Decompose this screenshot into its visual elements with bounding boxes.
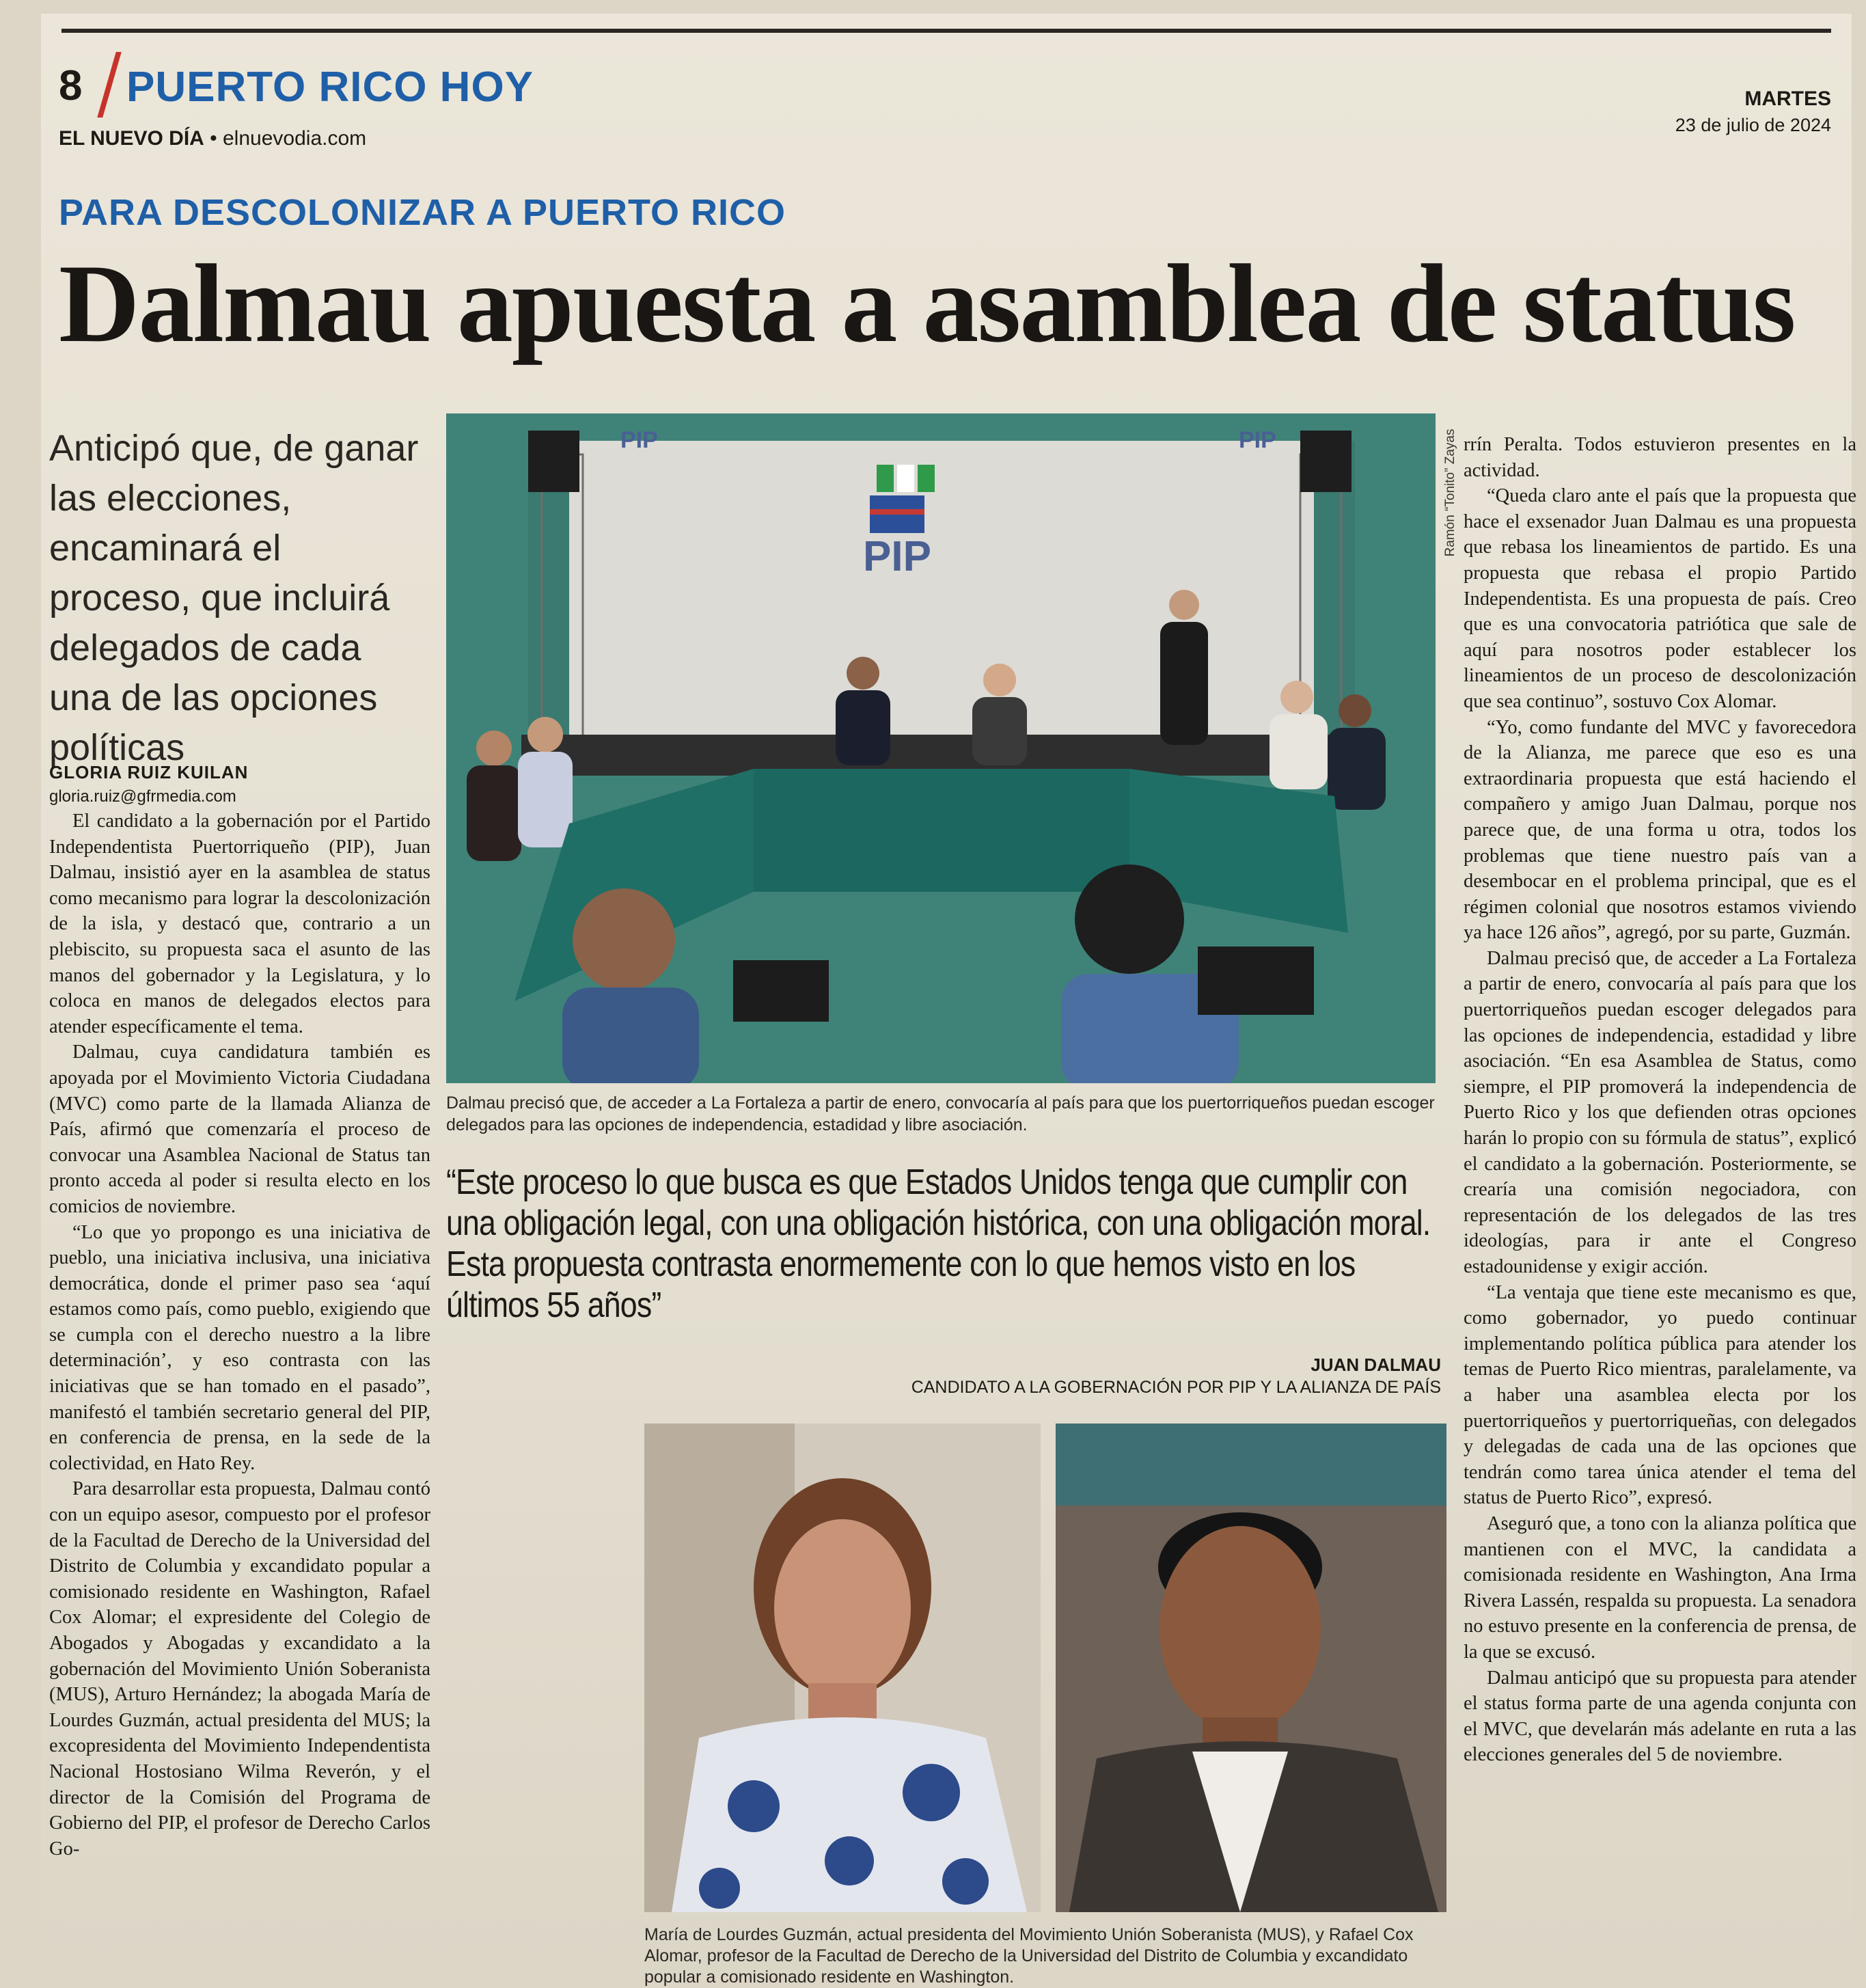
portraits-caption: María de Lourdes Guzmán, actual presidenta del Movimiento Unión Soberanista (MUS), y Rafael Cox Alomar, profesor de la Facultad de Derecho de la Universidad del Distrito de Columbia y excandidato popular a comisionado residente en Washington. [644,1925,1414,1987]
author-email: gloria.ruiz@gfrmedia.com [49,787,236,806]
author-name: GLORIA RUIZ KUILAN [49,762,249,782]
article-summary: Anticipó que, de ganar las elecciones, encaminará el proceso, que incluirá delegados de cada una de las opciones políticas [49,428,419,768]
article-column-3 [1464,432,1856,1768]
bullet-separator: • [210,127,223,150]
paragraph: El candidato a la gobernación por el Partido Independentista Puertorriqueño (PIP), Juan Dalmau, insistió ayer en la asamblea de status como mecanismo para lograr la descolonización de la isla, y destacó que, contrario a un plebiscito, su propuesta saca el asunto de las manos del gobernador y la Legislatura, y lo coloca en manos de delegados electos para atender específicamente el tema. [49,811,430,1037]
article-column-1 [49,808,430,1862]
paragraph: Dalmau anticipó que su propuesta para atender el status forma parte de una agenda conjunta con el MVC, que develarán más adelante en ruta a las elecciones generales del 5 de noviembre. [1464,1667,1856,1766]
newspaper-page [41,14,1856,1987]
weekday: MARTES [1744,87,1831,110]
photo-credit-text: Ramón “Tonito” Zayas [1443,428,1457,557]
dateline [1675,87,1831,136]
page-number: 8 [59,62,83,109]
paper-name: EL NUEVO DÍA [59,127,204,150]
press-conference-photo [446,413,1436,1083]
top-rule [61,29,1831,33]
cox-alomar-portrait-illustration [1056,1424,1446,1912]
paragraph: rrín Peralta. Todos estuvieron presentes en la actividad. [1464,434,1856,481]
section-title: PUERTO RICO HOY [126,64,534,111]
guzman-portrait-photo [644,1424,1041,1912]
byline [49,762,445,806]
date: 23 de julio de 2024 [1675,115,1831,135]
section-slash [97,52,122,118]
article-headline: Dalmau apuesta a asamblea de status [59,242,1795,366]
paragraph: “Yo, como fundante del MVC y favorecedora de la Alianza, me parece que eso es una extraordinaria propuesta que está haciendo el compañero y amigo Juan Dalmau, porque nos parece que, de una forma u otra, todos los problemas que tiene nuestro país van a desembocar en el problema principal, que es el régimen colonial que nosotros estamos viviendo ya hace 126 años”, agregó, por su parte, Guzmán. [1464,716,1856,944]
press-conference-illustration [446,413,1436,1083]
cox-alomar-portrait-photo [1056,1424,1446,1912]
paragraph: “Lo que yo propongo es una iniciativa de pueblo, una iniciativa inclusiva, una iniciativa democrática, donde el primer paso sea ‘aquí estamos como país, como pueblo, exigiendo que se cumpla con el derecho nuestro a la libre determinación’, y eso contrasta con las iniciativas que se han tomado en el pasado”, manifestó el también secretario general del PIP, en conferencia de prensa, en la sede de la colectividad, en Hato Rey. [49,1221,430,1474]
backdrop-logo-small-left: PIP [620,427,658,453]
guzman-portrait-illustration [644,1424,1041,1912]
backdrop-logo-small-right: PIP [1239,427,1276,453]
backdrop-logo: PIP [863,533,931,580]
quote-attribution-name: JUAN DALMAU [1311,1354,1441,1375]
article-kicker: PARA DESCOLONIZAR A PUERTO RICO [59,192,786,233]
paper-url: elnuevodia.com [223,127,367,150]
paper-masthead [59,127,366,150]
photo-credit [1440,413,1461,577]
paragraph: “Queda claro ante el país que la propuesta que hace el exsenador Juan Dalmau es una propuesta que rebasa los lineamientos de partido. Es una propuesta que rebasa el propio Partido Independentista. Es una propuesta de país. Creo que es una convocatoria patriótica que sale de aquí para nosotros poder establecer los lineamientos de un proceso de descolonización que sea continuo”, sostuvo Cox Alomar. [1464,485,1856,712]
paragraph: Para desarrollar esta propuesta, Dalmau contó con un equipo asesor, compuesto por el profesor de la Facultad de Derecho de la Universidad del Distrito de Columbia y excandidato popular a comisionado residente en Washington, Rafael Cox Alomar; el expresidente del Colegio de Abogados y Abogadas y excandidato a la gobernación del Movimiento Unión Soberanista (MUS), Arturo Hernández; la abogada María de Lourdes Guzmán, actual presidenta del MUS; la excopresidenta del Movimiento Independentista Nacional Hostosiano Wilma Reverón, y el director de la Comisión del Programa de Gobierno del PIP, el profesor de Derecho Carlos Go- [49,1478,430,1860]
main-photo-caption: Dalmau precisó que, de acceder a La Fortaleza a partir de enero, convocaría al país para que los puertorriqueños puedan escoger delegados para las opciones de independencia, estadidad y libre asociación. [446,1093,1435,1134]
paragraph: “La ventaja que tiene este mecanismo es que, como gobernador, yo puedo continuar implementando política pública para atender los temas de Puerto Rico mientras, paralelamente, va a haber una asamblea electa por los puertorriqueños y puertorriqueñas, con delegados y delegadas de cada una de las opciones que tendrán como tarea única atender el tema del status de Puerto Rico”, expresó. [1464,1281,1856,1509]
paragraph: Dalmau precisó que, de acceder a La Fortaleza a partir de enero, convocaría al país para que los puertorriqueños puedan escoger delegados para las opciones de independencia, estadidad y libre asociación. “En esa Asamblea de Status, como siempre, el PIP promoverá la independencia de Puerto Rico y los que defienden otras opciones harán lo propio con su fórmula de status”, explicó el candidato a la gobernación. Posteriormente, se crearía una comisión negociadora, con representación de los delegados de las tres ideologías, para ir ante el Congreso estadounidense y exigir acción. [1464,947,1856,1277]
paragraph: Aseguró que, a tono con la alianza política que mantienen con el MVC, la candidata a comisionada residente en Washington, Ana Irma Rivera Lassén, respalda su propuesta. La senadora no estuvo presente en la conferencia de prensa, de la que se excusó. [1464,1512,1856,1663]
pull-quote: “Este proceso lo que busca es que Estados Unidos tenga que cumplir con una obligación legal, con una obligación histórica, con una obligación moral. Esta propuesta contrasta enormemente con lo que hemos visto en los últimos 55 años” [446,1162,1431,1325]
paragraph: Dalmau, cuya candidatura también es apoyada por el Movimiento Victoria Ciudadana (MVC) como parte de la llamada Alianza de País, afirmó que comenzaría el proceso de convocar una Asamblea Nacional de Status tan pronto acceda al poder si resulta electo en los comicios de noviembre. [49,1041,430,1217]
quote-attribution-title: CANDIDATO A LA GOBERNACIÓN POR PIP Y LA ALIANZA DE PAÍS [911,1378,1441,1397]
